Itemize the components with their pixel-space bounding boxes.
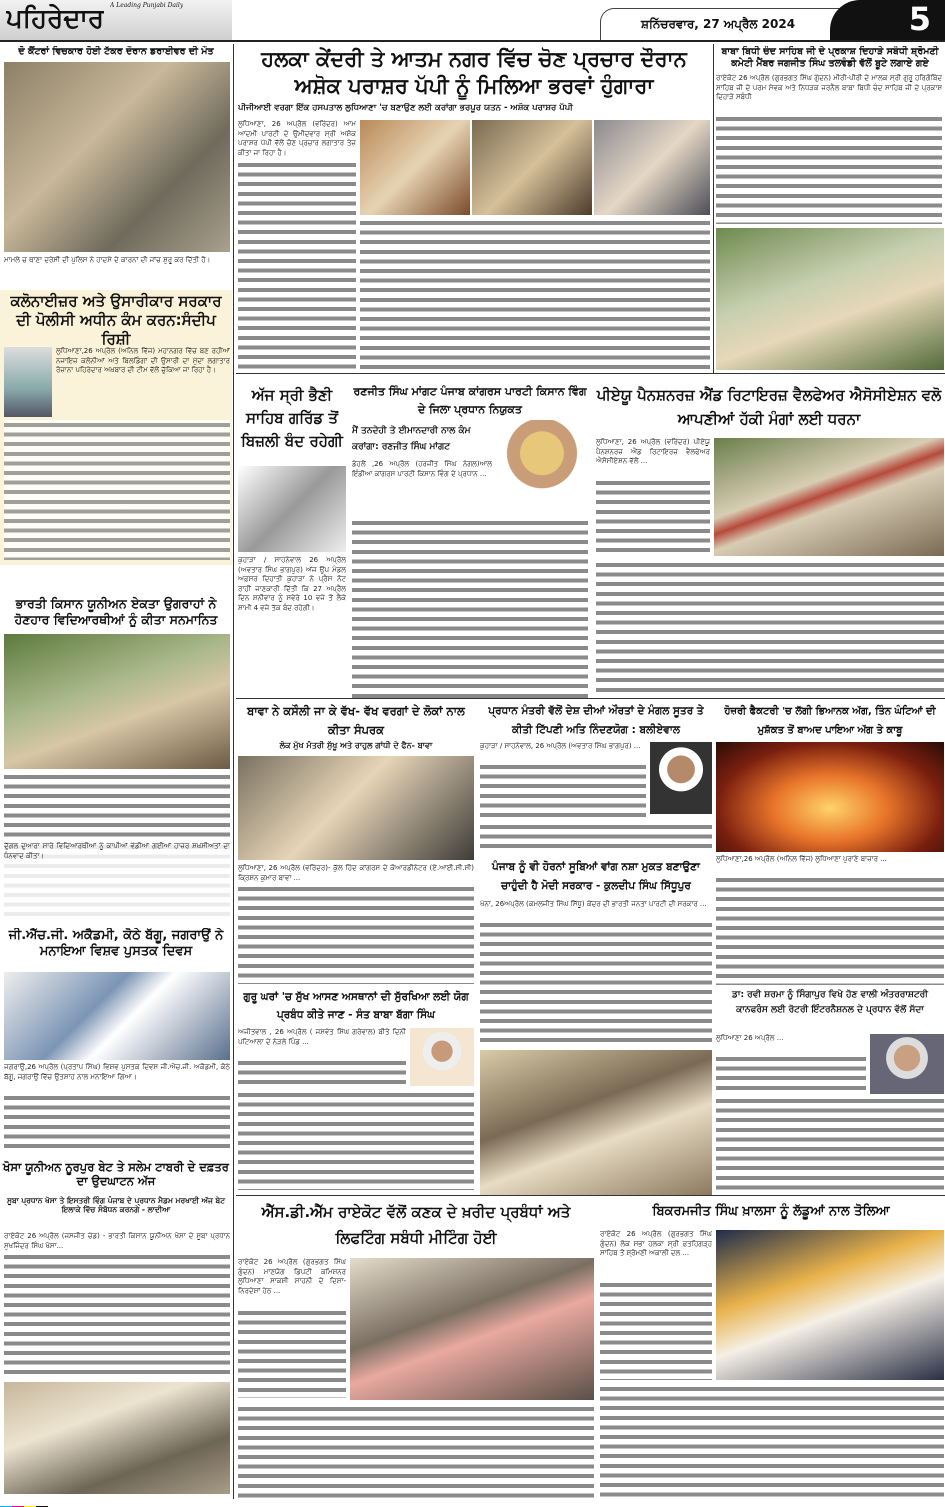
article-headline: ਡਾ: ਰਵੀ ਸ਼ਰਮਾ ਨੂੰ ਸਿੰਗਾਪੁਰ ਵਿਖੇ ਹੋਣ ਵਾਲੀ ਅੰਤਰਰਾਸ਼ਟਰੀ ਕਾਨਫਰੰਸ ਲਈ ਰੋਟਰੀ ਇੰਟਰਨੈਸ਼ਨਲ ਦੇ ਪ੍ਰਧਾਨ ਵੱਲੋਂ ਸੱਦਾ <box>732 990 928 1015</box>
article-headline: ਪ੍ਰਧਾਨ ਮੰਤਰੀ ਵੱਲੋਂ ਦੇਸ਼ ਦੀਆਂ ਔਰਤਾਂ ਦੇ ਮੰਗਲ ਸੂਤਰ ਤੇ ਕੀਤੀ ਟਿੱਪਣੀ ਅਤਿ ਨਿੰਦਣਯੋਗ : ਬਲੀਏਵਾਲ <box>488 705 704 736</box>
article-body-continued <box>238 160 356 370</box>
page-number-box <box>830 0 945 40</box>
article-body: ਡੇਹਲੋਂ ,26 ਅਪ੍ਰੈਲ (ਹਰਜੀਤ ਸਿੰਘ ਨੰਗਲ)ਆਲ ਇੰਡੀਆ ਕਾਂਗਰਸ ਪਾਰਟੀ ਕਿਸਾਨ ਵਿੰਗ ਦੇ ਪ੍ਰਧਾਨ ... <box>352 460 492 478</box>
date-box <box>600 8 840 40</box>
logo: ਪਹਿਰੇਦਾਰ <box>6 4 104 34</box>
article-body <box>4 772 230 842</box>
masthead-logo-area <box>0 0 232 40</box>
article-headline: ਪੰਜਾਬ ਨੂੰ ਵੀ ਹੋਰਨਾਂ ਸੂਬਿਆਂ ਵਾਂਗ ਨਸ਼ਾ ਮੁਕਤ ਬਣਾਉਣਾ ਚਾਹੁੰਦੀ ਹੈ ਮੋਦੀ ਸਰਕਾਰ - ਕੁਲਦੀਪ ਸਿੰਘ ਸਿੱਧੂਪੁਰ <box>492 861 700 892</box>
tree-planting-photo <box>716 228 944 370</box>
article-body: ਰਾਏਕੋਟ 26 ਅਪ੍ਰੈਲ (ਗੁਰਭਗਤ ਸਿੰਘ ਗੁੰਦਨ) ਮੀਰੀ-ਪੀਰੀ ਦੇ ਮਾਲਕ ਸ੍ਰੀ ਗੁਰੂ ਹਰਿਗੋਬਿੰਦ ਸਾਹਿਬ ਜੀ ਦੇ ਪਰਮ ਸੇਵਕ ਅਤੇ ਨਿਧੜਕ ਜਰਨੈਲ ਬਾਬਾ ਬਿਧੀ ਚੰਦ ਸਾਹਿਬ ਜੀ ਦੇ ਪ੍ਰਕਾਸ਼ ਦਿਹਾੜੇ ਸਬੰਧੀ <box>716 74 942 102</box>
article-body: ਰਾਏਕੋਟ 26 ਅਪ੍ਰੈਲ (ਗੁਰਭਗਤ ਸਿੰਘ ਗੁੰਦਨ) ਲੋਕ ਸਭਾ ਹਲਕਾ ਸ੍ਰੀ ਫ਼ਤਹਿਗੜ੍ਹ ਸਾਹਿਬ ਤੋਂ ਸ਼੍ਰੋਮਣੀ ਅਕਾਲੀ ਦਲ ... <box>600 1230 712 1258</box>
meeting-photo <box>350 1258 594 1400</box>
tagline: A Leading Punjabi Daily <box>110 2 184 9</box>
article-body: ਅਜੀਤਵਾਲ , 26 ਅਪ੍ਰੈਲ ( ਜਸਵੰਤ ਸਿੰਘ ਗਰੇਵਾਲ) ਬੀਤੇ ਦਿਨੀ ਪਟਿਆਲਾ ਦੇ ਨੇੜਲੇ ਪਿੰਡ ... <box>238 1028 406 1046</box>
laddu-weighing-photo <box>716 1230 944 1380</box>
column-divider <box>233 44 234 1499</box>
article-body: ਰਾਏਕੋਟ 26 ਅਪ੍ਰੈਲ (ਗੁਰਭਗਤ ਸਿੰਘ ਗੁੰਦਨ) ਮਾਣਯੋਗ ਡਿਪਟੀ ਕਮਿਸ਼ਨਰ ਲੁਧਿਆਣਾ ਸਾਕਸ਼ੀ ਸਾਹਨੀ ਦੇ ਦਿਸ਼ਾ-ਨਿਰਦੇਸ਼ਾਂ ਹੇਠ ... <box>238 1258 346 1295</box>
article-body: ਲੁਧਿਆਣਾ, 26 ਅਪ੍ਰੈਲ (ਵਰਿੰਦਰ)- ਕੁੱਲ ਹਿੰਦ ਕਾਂਗਰਸ ਦੇ ਕੋਆਰਡੀਨੇਟਰ (ਏ.ਆਈ.ਸੀ.ਸੀ) ਕ੍ਰਿਸ਼ਨ ਕੁਮਾਰ ਬਾਵਾ ... <box>238 864 474 882</box>
article-body-continued <box>716 1054 866 1094</box>
article-subheadline: ਮੈਂ ਤਨਦੇਹੀ ਤੇ ਈਮਾਨਦਾਰੀ ਨਾਲ ਕੰਮ ਕਰਾਂਗਾ: ਰਣਜੀਤ ਸਿੰਘ ਮਾਂਗਟ <box>352 426 471 452</box>
article-body-continued <box>480 762 646 822</box>
article-headline: ਐੱਸ.ਡੀ.ਐੱਮ ਰਾਏਕੋਟ ਵੱਲੋਂ ਕਣਕ ਦੇ ਖ਼ਰੀਦ ਪ੍ਰਬੰਧਾਂ ਅਤੇ ਲਿਫਟਿੰਗ ਸਬੰਧੀ ਮੀਟਿੰਗ ਹੋਈ <box>261 1203 571 1247</box>
section-divider <box>236 698 945 699</box>
article-body: ਲੁਧਿਆਣਾ, 26 ਅਪ੍ਰੈਲ (ਵਰਿੰਦਰ) ਆਮ ਆਦਮੀ ਪਾਰਟੀ ਦੇ ਉਮੀਦਵਾਰ ਸ੍ਰੀ ਅਸ਼ੋਕ ਪਰਾਸ਼ਰ ਪੱਪੀ ਵੱਲੋਂ ਚੋਣ ਪ੍ਰਚਾਰ ਲਗਾਤਾਰ ਤੇਜ਼ ਕੀਤਾ ਜਾ ਰਿਹਾ ਹੈ। <box>238 120 356 157</box>
article-body-columns <box>596 560 944 696</box>
color-registration-bar <box>0 1499 945 1507</box>
column-divider <box>713 44 714 374</box>
article-headline: ਅੱਜ ਸ੍ਰੀ ਭੈਣੀ ਸਾਹਿਬ ਗਰਿੱਡ ਤੋਂ ਬਿਜ਼ਲੀ ਬੰਦ ਰਹੇਗੀ <box>241 386 343 450</box>
union-office-photo <box>4 1382 230 1494</box>
main-subheadline: ਪੀਜੀਆਈ ਵਰਗਾ ਇੱਕ ਹਸਪਤਾਲ ਲੁਧਿਆਣਾ 'ਚ ਬਣਾਉਣ ਲਈ ਕਰਾਂਗਾ ਭਰਪੂਰ ਯਤਨ - ਅਸ਼ੋਕ ਪਰਾਸ਼ਰ ਪੱਪੀ <box>238 103 573 113</box>
masthead <box>0 0 945 42</box>
sandeep-rishi-photo <box>4 347 52 417</box>
section-divider <box>236 373 945 374</box>
article-body-continued <box>480 822 712 852</box>
sant-baba-bagga-singh-photo <box>410 1028 474 1086</box>
article-headline: ਦੋ ਕੈਂਟਰਾਂ ਵਿਚਕਾਰ ਹੋਈ ਟੱਕਰ ਦੌਰਾਨ ਡਰਾਈਵਰ ਦੀ ਮੌਤ <box>18 46 214 57</box>
article-body: ਲੁਧਿਆਣਾ, 26 ਅਪ੍ਰੈਲ (ਵਰਿੰਦਰ) ਪੀਏਯੂ ਪੈਨਸ਼ਨਰਜ਼ ਐਂਡ ਰਿਟਾਇਰਜ਼ ਵੈਲਫੇਅਰ ਐਸੋਸੀਏਸ਼ਨ ਵੱਲੋਂ ... <box>596 438 710 466</box>
article-body-continued <box>4 420 230 560</box>
article-body-continued <box>600 1280 712 1380</box>
campaign-photo <box>360 120 470 215</box>
felicitation-photo <box>4 634 230 769</box>
article-headline: ਖੋਸਾ ਯੂਨੀਅਨ ਨੂਰਪੁਰ ਬੇਟ ਤੇ ਸਲੇਮ ਟਾਬਰੀ ਦੇ ਦਫ਼ਤਰ ਦਾ ਉਦਘਾਟਨ ਅੱਜ <box>3 1160 229 1189</box>
article-headline: ਰਣਜੀਤ ਸਿੰਘ ਮਾਂਗਟ ਪੰਜਾਬ ਕਾਂਗਰਸ ਪਾਰਟੀ ਕਿਸਾਨ ਵਿੰਗ ਦੇ ਜਿਲਾ ਪ੍ਰਧਾਨ ਨਿਯੁਕਤ <box>353 385 587 416</box>
protest-photo <box>714 438 944 556</box>
section-divider <box>236 1195 945 1196</box>
article-body: ਲੁਧਿਆਣਾ 26 ਅਪ੍ਰੈਲ ... <box>716 1034 784 1042</box>
article-subheadline: ਸੂਬਾ ਪ੍ਰਧਾਨ ਖੋਸਾ ਤੇ ਇਸਤਰੀ ਵਿੰਗ ਪੰਜਾਬ ਦੇ ਪ੍ਰਧਾਨ ਮੈਡਮ ਮਰਖਾਈ ਅੱਜ ਬੇਟ ਇਲਾਕੇ ਵਿੱਚ ਸੰਬੋਧਨ ਕਰਨਗੇ - ਲਾਦੀਆ <box>6 1196 226 1215</box>
article-headline: ਭਾਰਤੀ ਕਿਸਾਨ ਯੂਨੀਅਨ ਏਕਤਾ ਉਗਰਾਹਾਂ ਨੇ ਹੋਣਹਾਰ ਵਿਦਿਆਰਥੀਆਂ ਨੂੰ ਕੀਤਾ ਸਨਮਾਨਿਤ <box>14 596 218 627</box>
power-lines-photo <box>238 466 346 552</box>
article-body-continued <box>4 1093 230 1153</box>
academy-students-photo <box>4 972 230 1060</box>
factory-fire-photo <box>716 742 944 852</box>
article-headline: ਕਲੋਨਾਈਜ਼ਰ ਅਤੇ ਉਸਾਰੀਕਾਰ ਸਰਕਾਰ ਦੀ ਪੋਲੀਸੀ ਅਧੀਨ ਕੰਮ ਕਰਨ:ਸੰਦੀਪ ਰਿਸ਼ੀ <box>10 292 222 348</box>
issue-date: ਸ਼ਨਿੱਚਰਵਾਰ, 27 ਅਪ੍ਰੈਲ 2024 <box>641 17 796 31</box>
ranjit-singh-mangat-photo <box>496 420 588 515</box>
accident-photo <box>4 62 230 252</box>
kuldeep-singh-group-photo <box>480 1050 712 1195</box>
article-body: ਰਾਏਕੋਟ 26 ਅਪ੍ਰੈਲ (ਜਸਜੀਤ ਚੰਡ) - ਭਾਰਤੀ ਕਿਸਾਨ ਯੂਨੀਅਨ ਖੋਸਾ ਦੇ ਸੂਬਾ ਪ੍ਰਧਾਨ ਸੁਖਜਿੰਦਰ ਸਿੰਘ ਖੋਸਾ... <box>4 1232 230 1250</box>
article-body-continued <box>238 1308 346 1398</box>
article-body-continued <box>716 1096 944 1192</box>
article-body-continued <box>596 478 710 558</box>
article-body-continued <box>238 1090 474 1190</box>
article-body: ਖੰਨਾ, 26ਅਪ੍ਰੈਲ (ਕਮਲਜੀਤ ਸਿੰਘ ਸਿੱਧੂ) ਕੇਂਦਰ ਦੀ ਭਾਰਤੀ ਜਨਤਾ ਪਾਰਟੀ ਦੀ ਸਰਕਾਰ ... <box>480 900 707 908</box>
main-headline: ਹਲਕਾ ਕੇਂਦਰੀ ਤੇ ਆਤਮ ਨਗਰ ਵਿੱਚ ਚੋਣ ਪ੍ਰਚਾਰ ਦੌਰਾਨ ਅਸ਼ੋਕ ਪਰਾਸ਼ਰ ਪੱਪੀ ਨੂੰ ਮਿਲਿਆ ਭਰਵਾਂ ਹੁੰਗਾਰਾ <box>261 47 687 98</box>
article-body-columns <box>600 1384 944 1498</box>
article-body-continued <box>716 114 942 224</box>
balliewal-photo <box>650 742 712 814</box>
article-body: ਕੁਹਾੜਾ / ਸਾਹਨੇਵਾਲ 26 ਅਪ੍ਰੈਲ (ਅਵਤਾਰ ਸਿੰਘ ਭਾਗਪੁਰ) ਅੱਜ ਉਪ ਮੰਡਲ ਅਫ਼ਸਰ ਦਿਹਾਤੀ ਕੁਹਾੜਾ ਨੇ ਪ੍ਰੈਸ ਨੋਟ ਰਾਹੀਂ ਜਾਣਕਾਰੀ ਦਿੱਤੀ ਕਿ 27 ਅਪ੍ਰੈਲ ਦਿਨ ਸ਼ਨੀਵਾਰ ਨੂੰ ਸਵੇਰੇ 10 ਵਜੇ ਤੋਂ ਲੈਕੇ ਸ਼ਾਮੀ 4 ਵਜੇ ਤੱਕ ਬੰਦ ਰਹੇਗੀ। <box>238 556 346 612</box>
article-body-continued <box>4 1252 230 1377</box>
article-body-columns <box>360 218 710 370</box>
campaign-photo <box>594 120 710 215</box>
article-body: ਲੁਧਿਆਣਾ,26 ਅਪ੍ਰੈਲ (ਅਨਿਲ ਵਿੱਜ) ਲੁਧਿਆਣਾ ਪੁਰਾਣੇ ਬਾਜ਼ਾਰ ... <box>716 855 887 863</box>
article-headline: ਬਾਬਾ ਬਿਧੀ ਚੰਦ ਸਾਹਿਬ ਜੀ ਦੇ ਪ੍ਰਕਾਸ਼ ਦਿਹਾੜੇ ਸਬੰਧੀ ਸ਼੍ਰੋਮਣੀ ਕਮੇਟੀ ਮੈਂਬਰ ਜਗਜੀਤ ਸਿੰਘ ਤਲਵੰਡੀ ਵੱਲੋਂ ਬੂਟੇ ਲਗਾਏ ਗਏ <box>721 46 939 69</box>
article-body-continued <box>238 1058 406 1086</box>
article-headline: ਬਿਕਰਮਜੀਤ ਸਿੰਘ ਖ਼ਾਲਸਾ ਨੂੰ ਲੱਡੂਆਂ ਨਾਲ ਤੋਲਿਆ <box>652 1204 890 1219</box>
article-headline: ਬਾਵਾ ਨੇ ਕਸੌਲੀ ਜਾ ਕੇ ਵੱਖ- ਵੱਖ ਵਰਗਾਂ ਦੇ ਲੋਕਾਂ ਨਾਲ ਕੀਤਾ ਸੰਪਰਕ <box>247 704 465 737</box>
bawa-group-photo <box>238 756 474 860</box>
article-body: ਮਾਮਲੇ ਚ ਥਾਣਾ ਦਰੇਸੀ ਦੀ ਪੁਲਿਸ ਨੇ ਹਾਦਸੇ ਦੇ ਕਾਰਨਾਂ ਦੀ ਜਾਂਚ ਸ਼ੁਰੂ ਕਰ ਦਿੱਤੀ ਹੈ। <box>4 256 211 264</box>
article-headline: ਪੀਏਯੂ ਪੈਨਸ਼ਨਰਜ਼ ਐਂਡ ਰਿਟਾਇਰਜ਼ ਵੈਲਫੇਅਰ ਐਸੋਸੀਏਸ਼ਨ ਵਲੋ ਆਪਣੀਆਂ ਹੱਕੀ ਮੰਗਾਂ ਲਈ ਧਰਨਾ <box>596 386 942 428</box>
article-headline: ਹੋਜ਼ਰੀ ਫੈਕਟਰੀ 'ਚ ਲੱਗੀ ਭਿਆਨਕ ਅੱਗ, ਤਿੰਨ ਘੰਟਿਆਂ ਦੀ ਮੁਸ਼ੱਕਤ ਤੋਂ ਬਾਅਦ ਪਾਇਆ ਅੱਗ ਤੇ ਕਾਬੂ <box>724 706 936 736</box>
article-body-continued <box>480 920 712 1045</box>
page-number: 5 <box>908 0 931 38</box>
article-subheadline: ਲੋਕ ਮੁੱਖ ਮੰਤਰੀ ਸੁੱਖੂ ਅਤੇ ਰਾਹੁਲ ਗਾਂਧੀ ਦੇ ਫੈਨ- ਬਾਵਾ <box>279 741 433 750</box>
article-body-end: ਦੁੱਗਲ ਦੁਆਰਾ ਸਾਰੇ ਵਿਦਿਆਰਥੀਆਂ ਨੂੰ ਕਾਪੀਆਂ ਵੰਡੀਆਂ ਗਈਆਂ ਹਾਜ਼ਰ ਸ਼ਖ਼ਸੀਅਤਾਂ ਦਾ ਧੰਨਵਾਦ ਕੀਤਾ। <box>4 842 230 922</box>
article-body: ਲੁਧਿਆਣਾ,26 ਅਪ੍ਰੈਲ (ਅਨਿਲ ਵਿੱਜ) ਮਹਾਨਗਰ ਵਿੱਚ ਬਣ ਰਹੀਆਂ ਨਜਾਇਜ਼ ਕਲੋਨੀਆਂ ਅਤੇ ਬਿਲਡਿੰਗਾਂ ਦੀ ਉਸਾਰੀ ਦਾ ਮੁੱਦਾ ਲਗਾਤਾਰ ਰੋਜ਼ਾਨਾ ਪਹਿਰੇਦਾਰ ਅਖ਼ਬਾਰ ਦੀ ਟੀਮ ਵੱਲੋਂ ਚੁੱਕਿਆ ਜਾ ਰਿਹਾ ਹੈ। <box>56 347 230 375</box>
campaign-photo <box>472 120 592 215</box>
article-headline: ਜੀ.ਐੱਚ.ਜੀ. ਅਕੈਡਮੀ, ਕੋਠੇ ਬੱਗੂ, ਜਗਰਾਉਂ ਨੇ ਮਨਾਇਆ ਵਿਸ਼ਵ ਪੁਸਤਕ ਦਿਵਸ <box>8 928 224 960</box>
dr-ravi-sharma-photo <box>870 1034 944 1094</box>
article-body-continued <box>352 518 588 698</box>
article-body: ਜਗਰਾਉਂ,26 ਅਪ੍ਰੈਲ (ਪ੍ਰਤਾਪ ਸਿੰਘ) ਵਿਸ਼ਵ ਪੁਸਤਕ ਦਿਵਸ ਜੀ.ਐਚ.ਜੀ. ਅਕੈਡਮੀ, ਕੋਠੇ ਬੱਗੂ, ਜਗਰਾਉਂ ਵਿੱਚ ਉਤਸ਼ਾਹ ਨਾਲ ਮਨਾਇਆ ਗਿਆ। <box>4 1063 230 1081</box>
article-body-columns <box>238 1404 594 1498</box>
article-body-continued <box>238 884 474 984</box>
article-body: ਕੁਹਾੜਾ / ਸਾਹਨੇਵਾਲ, 26 ਅਪ੍ਰੈਲ (ਅਵਤਾਰ ਸਿੰਘ ਭਾਗਪੁਰ) ... <box>480 742 641 750</box>
article-body-continued <box>716 875 944 985</box>
article-headline: ਗੁਰੂ ਘਰਾਂ 'ਚ ਸੁੱਖ ਆਸਣ ਅਸਥਾਨਾਂ ਦੀ ਸੁੱਰਖਿਆ ਲਈ ਯੋਗ ਪ੍ਰਬੰਧ ਕੀਤੇ ਜਾਣ - ਸੰਤ ਬਾਬਾ ਬੱਗਾ ਸਿੰਘ <box>243 991 469 1021</box>
